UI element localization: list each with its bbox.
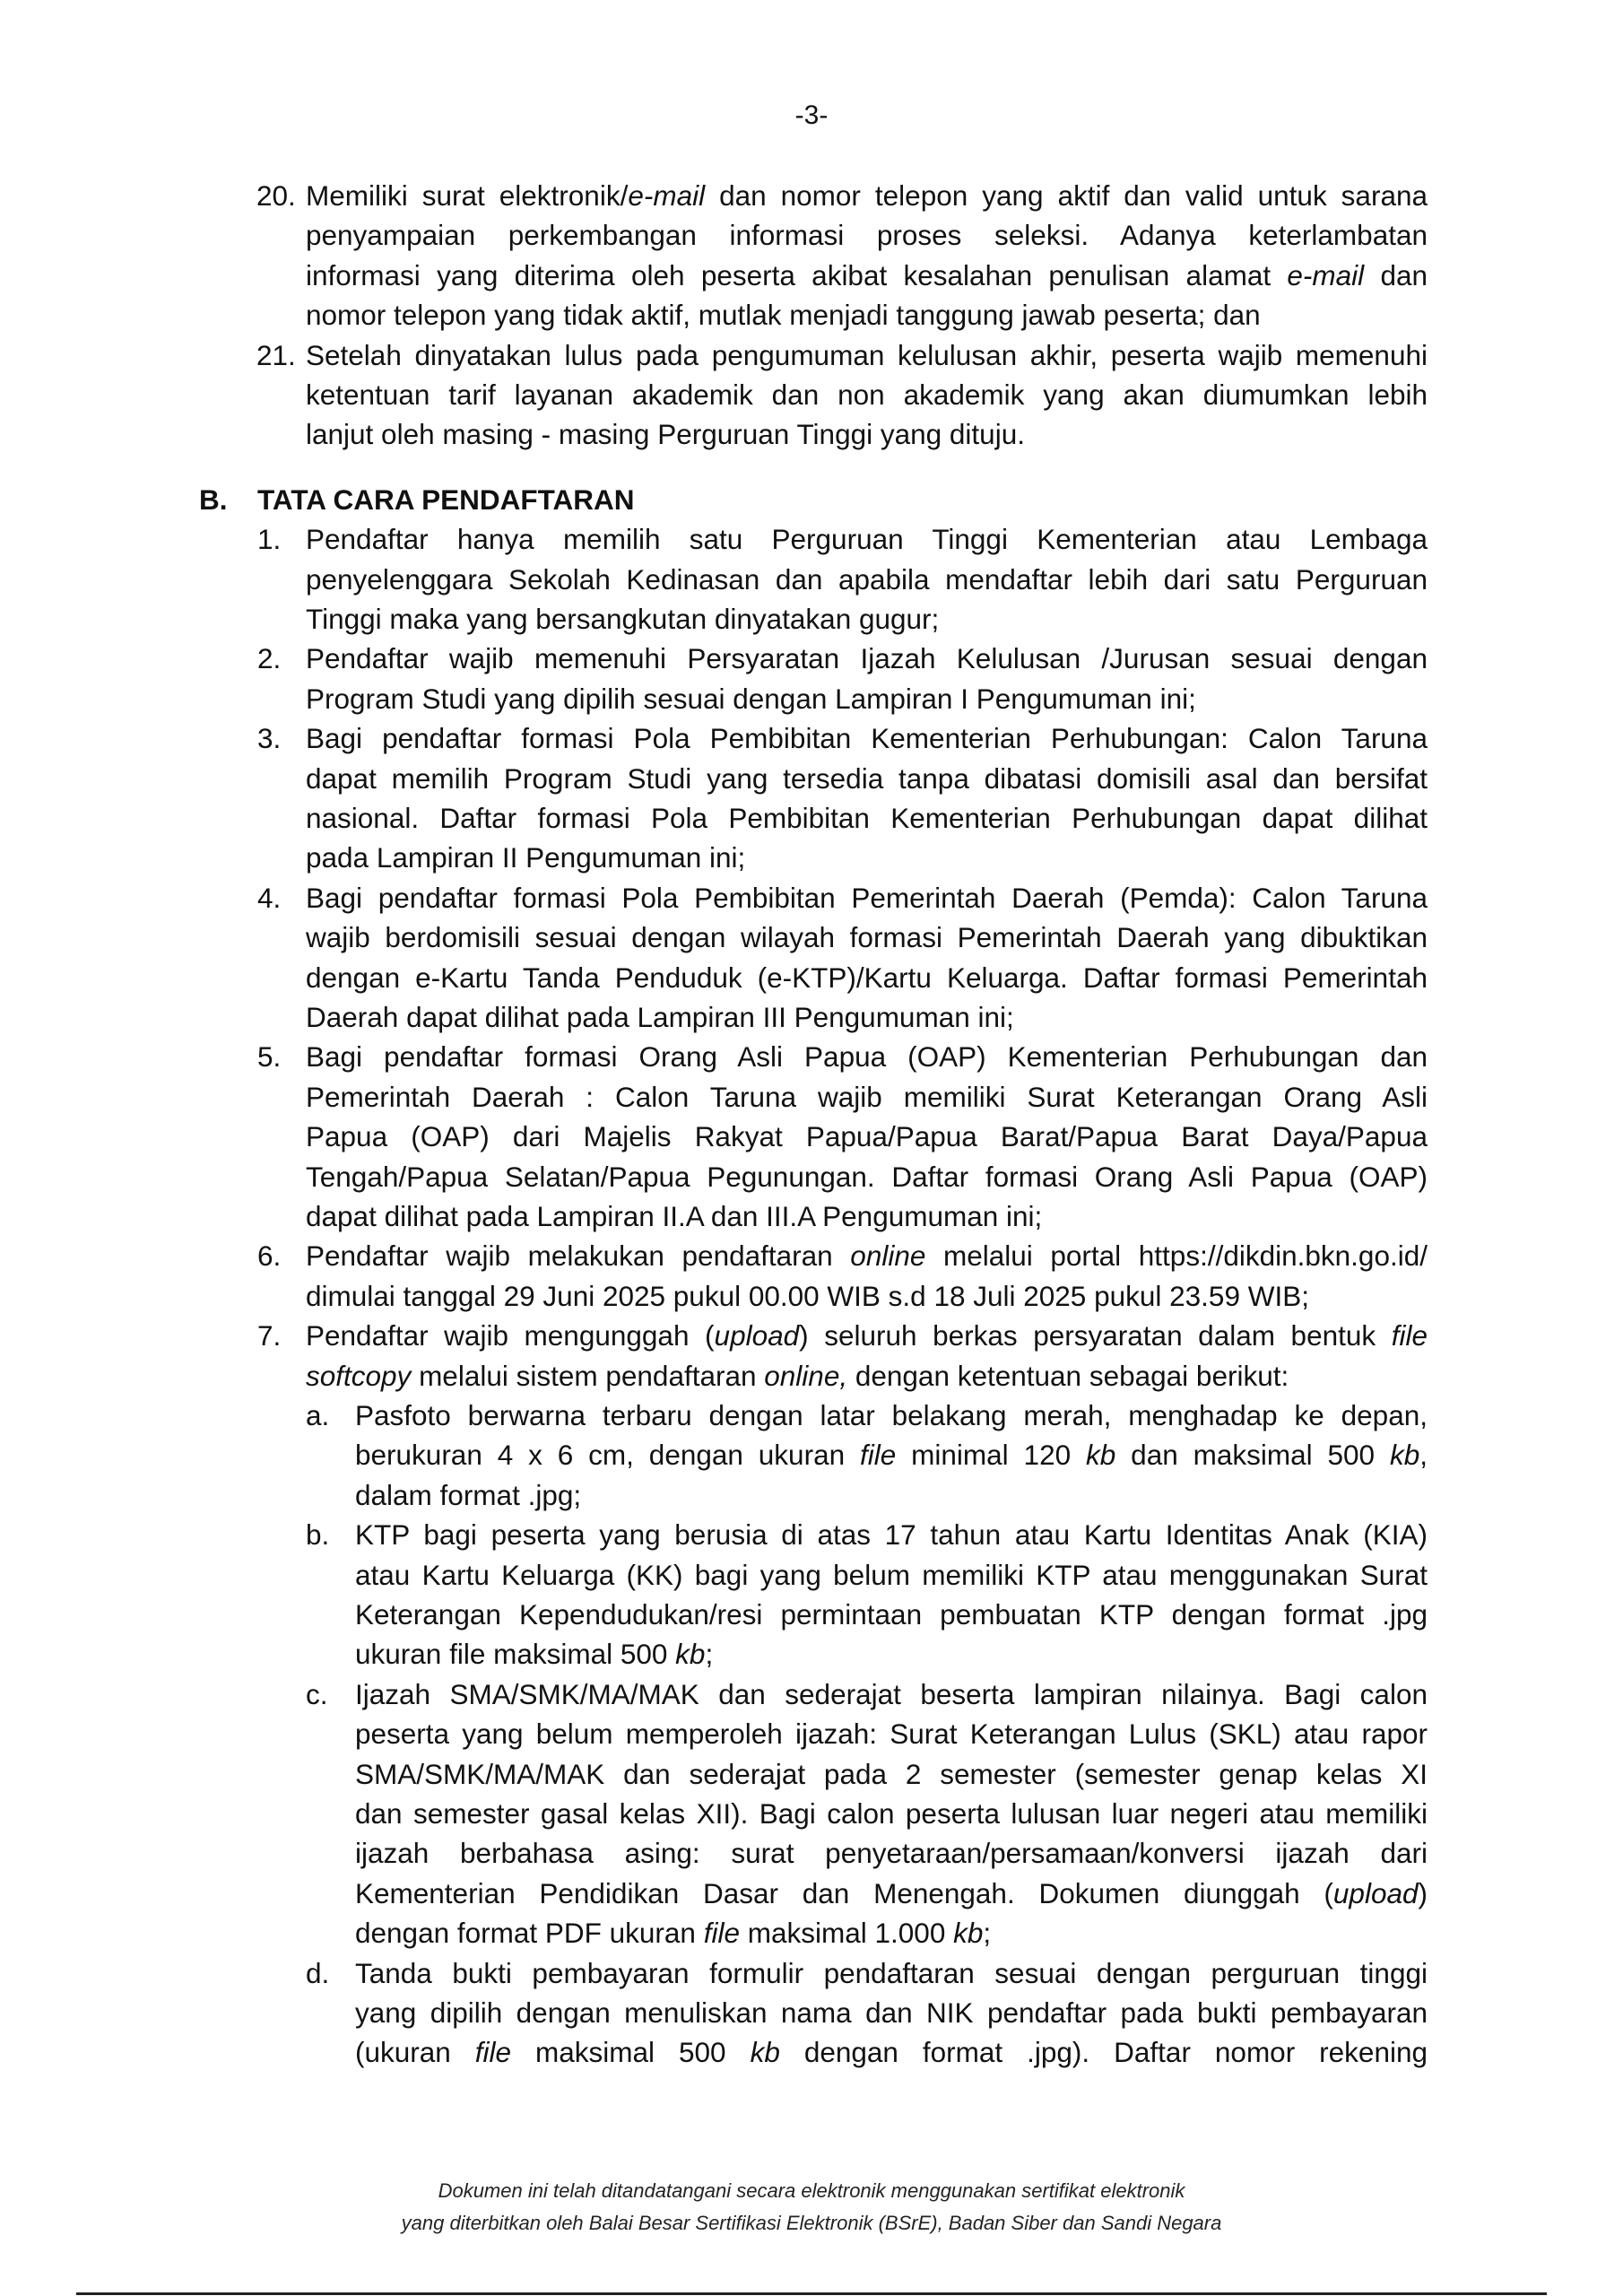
signature-notice-line-1: Dokumen ini telah ditandatangani secara elektronik menggunakan sertifikat elektronik (438, 2179, 1185, 2202)
italic-term: online (850, 1239, 926, 1273)
text-run: dapat memilih Program Studi yang tersedia tanpa dibatasi domisili asal dan bersifat (306, 761, 1428, 795)
list-item-1-line (306, 560, 1428, 599)
sub-item-d-line (355, 1993, 1428, 2032)
text-run: ukuran file maksimal 500 (355, 1638, 676, 1671)
list-item-20-line (306, 176, 1428, 215)
list-item-21-marker: 21. (256, 338, 296, 371)
text-run: Pendaftar hanya memilih satu Perguruan Tinggi Kementerian atau Lembaga (306, 523, 1428, 556)
sub-item-d-line (355, 2032, 1428, 2072)
italic-term: e-mail (1287, 258, 1365, 291)
sub-item-a-marker: a. (306, 1399, 330, 1431)
text-run: Setelah dinyatakan lulus pada pengumuman kelulusan akhir, peserta wajib memenuhi (306, 338, 1428, 371)
list-item-2-line (306, 639, 1428, 678)
text-run: Daerah dapat dilihat pada Lampiran III Pengumuman ini; (306, 1001, 1014, 1033)
sub-item-d-marker: d. (306, 1956, 330, 1989)
list-item-5-marker: 5. (257, 1040, 282, 1074)
sub-item-c-line (355, 1794, 1428, 1833)
text-run: melalui sistem pendaftaran (411, 1359, 765, 1392)
sub-item-a-line (355, 1396, 1428, 1435)
text-run: ketentuan tarif layanan akademik dan non akademik yang akan diumumkan lebih (306, 378, 1428, 411)
list-item-6-line (306, 1276, 1428, 1316)
text-run: Ijazah SMA/SMK/MA/MAK dan sederajat beserta lampiran nilainya. Bagi calon (355, 1677, 1428, 1710)
text-run: dapat dilihat pada Lampiran II.A dan III.A Pengumuman ini; (306, 1200, 1043, 1232)
text-run: maksimal 500 (511, 2036, 751, 2069)
text-run: wajib berdomisili sesuai dengan wilayah formasi Pemerintah Daerah yang dibuktikan (306, 921, 1428, 954)
list-item-1-marker: 1. (257, 523, 282, 556)
text-run: peserta yang belum memperoleh ijazah: Surat Keterangan Lulus (SKL) atau rapor (355, 1718, 1428, 1751)
text-run: ) seluruh berkas persyaratan dalam bentuk (799, 1319, 1392, 1352)
text-run: dengan format .jpg). Daftar nomor rekening (779, 2036, 1428, 2069)
list-item-21-line (306, 375, 1428, 414)
sub-item-c-line (355, 1833, 1428, 1873)
list-item-20-line (306, 295, 1428, 335)
text-run: dengan format PDF ukuran (355, 1917, 704, 1950)
text-run: dalam format .jpg; (355, 1478, 582, 1511)
list-item-6-marker: 6. (257, 1239, 282, 1273)
list-item-4-line (306, 878, 1428, 918)
section-title: TATA CARA PENDAFTARAN (257, 483, 635, 516)
text-run: Pendaftar wajib memenuhi Persyaratan Ijazah Kelulusan /Jurusan sesuai dengan (306, 642, 1428, 675)
text-run: nomor telepon yang tidak aktif, mutlak menjadi tanggung jawab peserta; dan (306, 299, 1261, 332)
sub-item-b-line (355, 1555, 1428, 1595)
list-item-3-line (306, 798, 1428, 838)
text-run: Memiliki surat elektronik/ (306, 179, 629, 212)
list-item-5-line (306, 1117, 1428, 1156)
italic-term: upload (714, 1319, 800, 1352)
sub-item-b-line (355, 1515, 1428, 1554)
italic-term: kb (953, 1917, 984, 1950)
italic-term: file (703, 1917, 740, 1950)
list-item-21-line (306, 335, 1428, 375)
text-run: Bagi pendaftar formasi Pola Pembibitan Kementerian Perhubungan: Calon Taruna (306, 722, 1428, 755)
italic-term: e-mail (628, 179, 706, 212)
list-item-5-line (306, 1077, 1428, 1117)
text-run: Bagi pendaftar formasi Orang Asli Papua (OAP) Kementerian Perhubungan dan (306, 1040, 1428, 1074)
text-run: atau Kartu Keluarga (KK) bagi yang belum memiliki KTP atau menggunakan Surat (355, 1558, 1428, 1591)
sub-item-c-marker: c. (306, 1677, 328, 1710)
sub-item-b-marker: b. (306, 1518, 330, 1552)
text-run: Bagi pendaftar formasi Pola Pembibitan Pemerintah Daerah (Pemda): Calon Taruna (306, 881, 1428, 914)
sub-item-c-line (355, 1754, 1428, 1794)
list-item-7-line (306, 1316, 1428, 1355)
text-run: penyampaian perkembangan informasi proses seleksi. Adanya keterlambatan (306, 219, 1428, 252)
sub-item-a-line (355, 1475, 1428, 1515)
text-run: dengan e-Kartu Tanda Penduduk (e-KTP)/Kartu Keluarga. Daftar formasi Pemerintah (306, 961, 1428, 994)
text-run: Program Studi yang dipilih sesuai dengan Lampiran I Pengumuman ini; (306, 682, 1196, 715)
list-item-20-line (306, 215, 1428, 255)
italic-term: online, (764, 1359, 848, 1392)
footer-divider (76, 2292, 1547, 2295)
text-run: Kementerian Pendidikan Dasar dan Menengah. Dokumen diunggah ( (355, 1876, 1333, 1909)
list-item-20-line (306, 256, 1428, 295)
list-item-5-line (306, 1196, 1428, 1236)
text-run: dengan ketentuan sebagai berikut: (847, 1359, 1289, 1392)
text-run: maksimal 1.000 (740, 1917, 954, 1950)
list-item-5-line (306, 1037, 1428, 1076)
signature-notice-line-2: yang diterbitkan oleh Balai Besar Sertifikasi Elektronik (BSrE), Badan Siber dan Sandi Negara (401, 2212, 1222, 2234)
list-item-21-line (306, 414, 1428, 454)
text-run: Pendaftar wajib mengunggah ( (306, 1319, 715, 1352)
sub-item-c-line (355, 1674, 1428, 1714)
text-run: pada Lampiran II Pengumuman ini; (306, 841, 746, 874)
italic-term: softcopy (306, 1359, 412, 1392)
text-run: Papua (OAP) dari Majelis Rakyat Papua/Papua Barat/Papua Barat Daya/Papua (306, 1120, 1428, 1153)
sub-item-c-line (355, 1714, 1428, 1753)
section-marker: B. (199, 483, 228, 516)
italic-term: file (474, 2036, 512, 2069)
italic-term: kb (675, 1638, 706, 1671)
list-item-5-line (306, 1157, 1428, 1196)
text-run: lanjut oleh masing - masing Perguruan Tinggi yang dituju. (306, 418, 1025, 451)
list-item-4-marker: 4. (257, 881, 282, 914)
italic-term: file (860, 1439, 897, 1472)
text-run: Tinggi maka yang bersangkutan dinyatakan gugur; (306, 603, 940, 635)
list-item-2-line (306, 679, 1428, 718)
text-run: berukuran 4 x 6 cm, dengan ukuran (355, 1439, 860, 1472)
text-run: Pemerintah Daerah : Calon Taruna wajib memiliki Surat Keterangan Orang Asli (306, 1080, 1428, 1113)
sub-item-a-line (355, 1435, 1428, 1474)
list-item-6-line (306, 1236, 1428, 1275)
text-run: ; (983, 1917, 992, 1950)
list-item-3-line (306, 718, 1428, 758)
text-run: melalui portal https://dikdin.bkn.go.id/ (925, 1239, 1428, 1273)
text-run: , (1419, 1439, 1428, 1472)
list-item-2-marker: 2. (257, 642, 282, 675)
text-run: Pendaftar wajib melakukan pendaftaran (306, 1239, 851, 1273)
text-run: nasional. Daftar formasi Pola Pembibitan Kementerian Perhubungan dapat dilihat (306, 802, 1428, 834)
text-run: (ukuran (355, 2036, 475, 2069)
list-item-20-marker: 20. (256, 179, 296, 212)
sub-item-c-line (355, 1874, 1428, 1913)
text-run: ) (1418, 1876, 1428, 1909)
italic-term: kb (1086, 1439, 1116, 1472)
text-run: dimulai tanggal 29 Juni 2025 pukul 00.00 WIB s.d 18 Juli 2025 pukul 23.59 WIB; (306, 1279, 1309, 1312)
list-item-7-marker: 7. (257, 1319, 282, 1352)
text-run: yang dipilih dengan menuliskan nama dan NIK pendaftar pada bukti pembayaran (355, 1996, 1428, 2029)
sub-item-c-line (355, 1913, 1428, 1952)
list-item-1-line (306, 599, 1428, 639)
text-run: dan (1364, 258, 1428, 291)
text-run: Pasfoto berwarna terbaru dengan latar belakang merah, menghadap ke depan, (355, 1399, 1428, 1431)
list-item-1-line (306, 519, 1428, 559)
text-run: minimal 120 (896, 1439, 1087, 1472)
page-number: -3- (794, 100, 829, 130)
text-run: ; (705, 1638, 714, 1671)
sub-item-d-line (355, 1953, 1428, 1993)
list-item-7-line (306, 1356, 1428, 1396)
text-run: informasi yang diterima oleh peserta akibat kesalahan penulisan alamat (306, 258, 1288, 291)
text-run: penyelenggara Sekolah Kedinasan dan apabila mendaftar lebih dari satu Perguruan (306, 562, 1428, 596)
text-run: dan maksimal 500 (1115, 1439, 1390, 1472)
list-item-4-line (306, 958, 1428, 997)
list-item-4-line (306, 918, 1428, 957)
text-run: Tanda bukti pembayaran formulir pendaftaran sesuai dengan perguruan tinggi (355, 1956, 1428, 1989)
text-run: Tengah/Papua Selatan/Papua Pegunungan. Daftar formasi Orang Asli Papua (OAP) (306, 1160, 1428, 1193)
text-run: SMA/SMK/MA/MAK dan sederajat pada 2 semester (semester genap kelas XI (355, 1757, 1428, 1790)
sub-item-b-line (355, 1595, 1428, 1634)
list-item-3-line (306, 759, 1428, 798)
text-run: Keterangan Kependudukan/resi permintaan pembuatan KTP dengan format .jpg (355, 1598, 1428, 1631)
text-run: dan nomor telepon yang aktif dan valid untuk sarana (705, 179, 1428, 212)
list-item-3-marker: 3. (257, 722, 282, 755)
italic-term: kb (750, 2036, 780, 2069)
italic-term: upload (1332, 1876, 1419, 1909)
text-run: KTP bagi peserta yang berusia di atas 17 tahun atau Kartu Identitas Anak (KIA) (355, 1518, 1428, 1552)
italic-term: kb (1389, 1439, 1420, 1472)
italic-term: file (1391, 1319, 1428, 1352)
text-run: dan semester gasal kelas XII). Bagi calon peserta lulusan luar negeri atau memiliki (355, 1797, 1428, 1830)
text-run: ijazah berbahasa asing: surat penyetaraan/persamaan/konversi ijazah dari (355, 1837, 1428, 1870)
list-item-3-line (306, 838, 1428, 877)
sub-item-b-line (355, 1634, 1428, 1674)
list-item-4-line (306, 997, 1428, 1037)
